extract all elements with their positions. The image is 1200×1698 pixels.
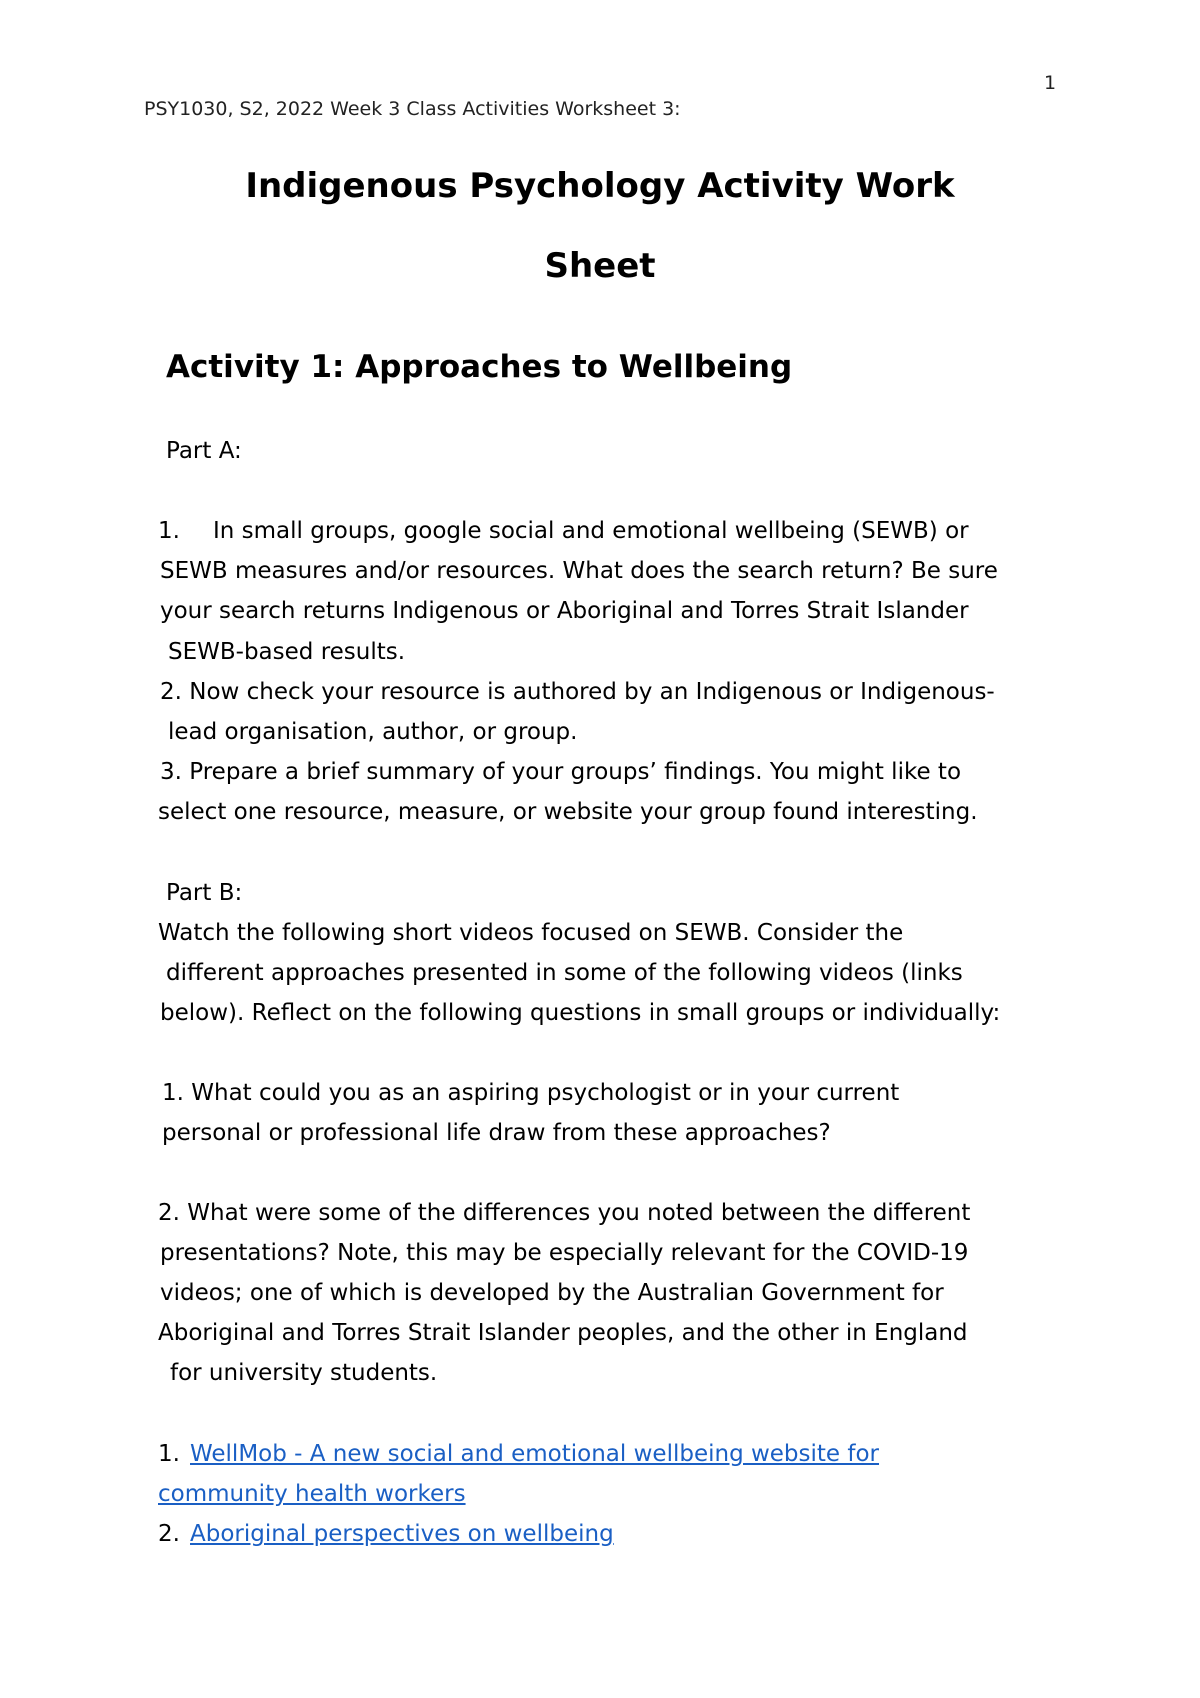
part-a-label: Part A: [166,438,242,464]
part-a-item2-line1: 2. Now check your resource is authored by an Indigenous or Indigenous- [160,679,995,705]
document-title-line-2: Sheet [544,246,656,286]
part-a-item2-line2: lead organisation, author, or group. [168,719,578,745]
part-b-label: Part B: [166,880,243,906]
part-b-intro-line2: different approaches presented in some of the following videos (links [166,960,963,986]
part-a-item1-line4: SEWB-based results. [168,639,406,665]
part-a-item1-line2: SEWB measures and/or resources. What does the search return? Be sure [160,558,998,584]
part-b-question1-line2: personal or professional life draw from these approaches? [162,1120,831,1146]
video-link-wellmob-continued[interactable]: community health workers [158,1481,466,1507]
part-a-item1-number: 1. [158,518,180,544]
part-b-question2-line5: for university students. [170,1360,438,1386]
part-a-item3-line1: 3. Prepare a brief summary of your groups’ findings. You might like to [160,759,962,785]
part-b-question2-line1: 2. What were some of the differences you noted between the different [158,1200,971,1226]
document-title-line-1: Indigenous Psychology Activity Work [245,166,955,206]
part-a-item1-line3: your search returns Indigenous or Aboriginal and Torres Strait Islander [160,598,969,624]
part-a-item1-line1: In small groups, google social and emotional wellbeing (SEWB) or [213,518,969,544]
video-link-2-number: 2. [158,1521,180,1547]
part-b-question2-line4: Aboriginal and Torres Strait Islander peoples, and the other in England [158,1320,968,1346]
part-b-question1-line1: 1. What could you as an aspiring psychologist or in your current [162,1080,900,1106]
video-link-1-number: 1. [158,1441,180,1467]
video-link-aboriginal-perspectives[interactable]: Aboriginal perspectives on wellbeing [190,1521,614,1547]
part-b-question2-line3: videos; one of which is developed by the Australian Government for [160,1280,944,1306]
page-number: 1 [1044,72,1057,94]
part-b-intro-line3: below). Reflect on the following questions in small groups or individually: [160,1000,1001,1026]
running-header: PSY1030, S2, 2022 Week 3 Class Activities Worksheet 3: [144,98,681,120]
part-b-intro-line1: Watch the following short videos focused on SEWB. Consider the [158,920,904,946]
activity-heading: Activity 1: Approaches to Wellbeing [166,349,793,385]
part-a-item3-line2: select one resource, measure, or website your group found interesting. [158,799,978,825]
part-b-question2-line2: presentations? Note, this may be especially relevant for the COVID-19 [160,1240,969,1266]
video-link-wellmob[interactable]: WellMob - A new social and emotional wellbeing website for [190,1441,880,1467]
